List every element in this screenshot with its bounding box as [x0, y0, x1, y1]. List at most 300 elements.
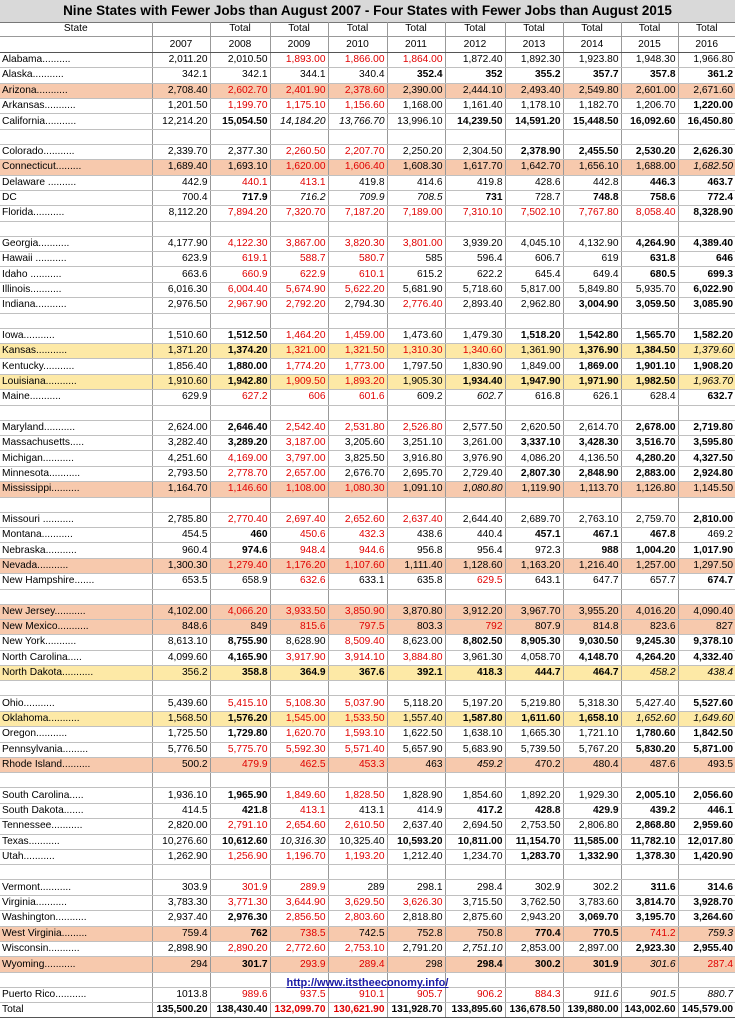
empty-cell	[328, 497, 387, 512]
table-row	[0, 911, 735, 926]
value-cell: 12,214.20	[152, 114, 210, 129]
value-cell: 884.3	[505, 987, 563, 1002]
state-name-cell: Nevada...........	[0, 558, 152, 573]
value-cell: 1,893.20	[328, 374, 387, 389]
state-name-cell: Virginia...........	[0, 895, 152, 910]
value-cell: 974.6	[210, 543, 270, 558]
value-cell: 742.5	[328, 926, 387, 941]
value-cell: 2,893.40	[445, 298, 505, 313]
value-cell: 357.7	[563, 68, 621, 83]
value-cell: 2,493.40	[505, 83, 563, 98]
empty-cell	[387, 405, 445, 420]
state-name-cell: New Jersey...........	[0, 604, 152, 619]
value-cell: 823.6	[621, 619, 678, 634]
value-cell: 3,870.80	[387, 604, 445, 619]
value-cell: 419.8	[328, 175, 387, 190]
value-cell: 294	[152, 957, 210, 972]
value-cell: 1,864.00	[387, 52, 445, 67]
state-name-cell: Idaho ...........	[0, 267, 152, 282]
value-cell: 2,883.00	[621, 466, 678, 481]
table-row	[0, 880, 735, 895]
value-cell: 1,773.00	[328, 359, 387, 374]
empty-cell	[678, 129, 735, 144]
empty-cell	[678, 865, 735, 880]
source-link[interactable]: http://www.itstheeconomy.info/	[286, 977, 449, 989]
empty-cell	[0, 313, 152, 328]
value-cell: 301.7	[210, 957, 270, 972]
value-cell: 960.4	[152, 543, 210, 558]
value-cell: 1,780.60	[621, 727, 678, 742]
value-cell: 1,168.00	[387, 98, 445, 113]
value-cell: 2,610.50	[328, 819, 387, 834]
value-cell: 3,884.80	[387, 650, 445, 665]
value-cell: 7,320.70	[270, 206, 328, 221]
value-cell: 2,806.80	[563, 819, 621, 834]
value-cell: 2,729.40	[445, 466, 505, 481]
value-cell: 905.7	[387, 987, 445, 1002]
value-cell: 1,901.10	[621, 359, 678, 374]
empty-cell	[387, 129, 445, 144]
empty-cell	[678, 313, 735, 328]
table-row	[0, 190, 735, 205]
value-cell: 619	[563, 252, 621, 267]
value-cell: 2,250.20	[387, 144, 445, 159]
value-cell: 1,842.50	[678, 727, 735, 742]
empty-cell	[678, 773, 735, 788]
value-cell: 2,671.60	[678, 83, 735, 98]
value-cell: 699.3	[678, 267, 735, 282]
empty-cell	[152, 129, 210, 144]
value-cell: 9,030.50	[563, 635, 621, 650]
value-cell: 4,102.00	[152, 604, 210, 619]
empty-cell	[152, 221, 210, 236]
spacer-row	[0, 129, 735, 144]
value-cell: 1,420.90	[678, 849, 735, 864]
state-name-cell: South Dakota.......	[0, 803, 152, 818]
value-cell: 700.4	[152, 190, 210, 205]
state-name-cell: Kansas...........	[0, 344, 152, 359]
value-cell: 803.3	[387, 619, 445, 634]
value-cell: 2,856.50	[270, 911, 328, 926]
value-cell: 301.9	[563, 957, 621, 972]
value-cell: 3,251.10	[387, 435, 445, 450]
state-name-cell: Hawaii ...........	[0, 252, 152, 267]
footer	[0, 974, 735, 992]
value-cell: 3,933.50	[270, 604, 328, 619]
table-row	[0, 512, 735, 527]
value-cell: 1,361.90	[505, 344, 563, 359]
value-cell: 439.2	[621, 803, 678, 818]
value-cell: 1,379.60	[678, 344, 735, 359]
empty-cell	[387, 865, 445, 880]
value-cell: 880.7	[678, 987, 735, 1002]
state-name-cell: Arizona...........	[0, 83, 152, 98]
empty-cell	[152, 773, 210, 788]
value-cell: 910.1	[328, 987, 387, 1002]
value-cell: 759.4	[152, 926, 210, 941]
value-cell: 13,766.70	[328, 114, 387, 129]
value-cell: 8,628.90	[270, 635, 328, 650]
value-cell: 414.5	[152, 803, 210, 818]
value-cell: 741.2	[621, 926, 678, 941]
table-row	[0, 895, 735, 910]
empty-cell	[563, 865, 621, 880]
value-cell: 3,867.00	[270, 236, 328, 251]
value-cell: 4,058.70	[505, 650, 563, 665]
value-cell: 8,755.90	[210, 635, 270, 650]
state-name-cell: Massachusetts.....	[0, 435, 152, 450]
value-cell: 2,654.60	[270, 819, 328, 834]
empty-cell	[210, 773, 270, 788]
value-cell: 3,771.30	[210, 895, 270, 910]
table-row	[0, 819, 735, 834]
value-cell: 1,473.60	[387, 328, 445, 343]
value-cell: 1,658.10	[563, 711, 621, 726]
empty-cell	[328, 405, 387, 420]
value-cell: 2,955.40	[678, 941, 735, 956]
value-cell: 2,624.00	[152, 420, 210, 435]
value-cell: 2,011.20	[152, 52, 210, 67]
value-cell: 4,177.90	[152, 236, 210, 251]
table-row	[0, 527, 735, 542]
empty-cell	[152, 497, 210, 512]
value-cell: 500.2	[152, 758, 210, 773]
value-cell: 131,928.70	[387, 1003, 445, 1018]
empty-cell	[505, 221, 563, 236]
value-cell: 7,767.80	[563, 206, 621, 221]
state-name-cell: Maryland...........	[0, 420, 152, 435]
value-cell: 3,955.20	[563, 604, 621, 619]
table-row	[0, 604, 735, 619]
value-cell: 1,872.40	[445, 52, 505, 67]
value-cell: 1,587.80	[445, 711, 505, 726]
value-cell: 1,866.00	[328, 52, 387, 67]
value-cell: 314.6	[678, 880, 735, 895]
value-cell: 1,297.50	[678, 558, 735, 573]
value-cell: 653.5	[152, 574, 210, 589]
table-row	[0, 650, 735, 665]
state-column-header-blank	[0, 37, 152, 52]
value-cell: 5,118.20	[387, 696, 445, 711]
empty-cell	[621, 313, 678, 328]
value-cell: 1,164.70	[152, 482, 210, 497]
value-cell: 287.4	[678, 957, 735, 972]
value-cell: 4,389.40	[678, 236, 735, 251]
value-cell: 3,783.30	[152, 895, 210, 910]
empty-cell	[210, 865, 270, 880]
value-cell: 1,196.70	[270, 849, 328, 864]
table-row	[0, 926, 735, 941]
value-cell: 2,531.80	[328, 420, 387, 435]
value-cell: 4,132.90	[563, 236, 621, 251]
value-cell: 1,797.50	[387, 359, 445, 374]
value-cell: 5,037.90	[328, 696, 387, 711]
value-cell: 2,657.00	[270, 466, 328, 481]
value-cell: 3,916.80	[387, 451, 445, 466]
value-cell: 1,576.20	[210, 711, 270, 726]
value-cell: 5,871.00	[678, 742, 735, 757]
year-header: 2016	[678, 37, 735, 52]
value-cell: 3,195.70	[621, 911, 678, 926]
value-cell: 302.9	[505, 880, 563, 895]
value-cell: 3,976.90	[445, 451, 505, 466]
value-cell: 5,622.20	[328, 282, 387, 297]
value-cell: 1,965.90	[210, 788, 270, 803]
value-cell: 301.9	[210, 880, 270, 895]
state-name-cell: Wisconsin...........	[0, 941, 152, 956]
value-cell: 4,122.30	[210, 236, 270, 251]
value-cell: 792	[445, 619, 505, 634]
value-cell: 1,533.50	[328, 711, 387, 726]
table-row	[0, 803, 735, 818]
value-cell: 660.9	[210, 267, 270, 282]
value-cell: 14,184.20	[270, 114, 328, 129]
value-cell: 421.8	[210, 803, 270, 818]
state-name-cell: Mississippi..........	[0, 482, 152, 497]
value-cell: 5,683.90	[445, 742, 505, 757]
state-name-cell: Pennsylvania.........	[0, 742, 152, 757]
empty-cell	[210, 681, 270, 696]
value-cell: 3,850.90	[328, 604, 387, 619]
value-cell: 3,516.70	[621, 435, 678, 450]
value-cell: 3,914.10	[328, 650, 387, 665]
value-cell: 3,939.20	[445, 236, 505, 251]
value-cell: 1,156.60	[328, 98, 387, 113]
value-cell: 759.3	[678, 926, 735, 941]
state-name-cell: California...........	[0, 114, 152, 129]
empty-cell	[445, 865, 505, 880]
total-row	[0, 1003, 735, 1018]
table-row	[0, 206, 735, 221]
empty-cell	[505, 313, 563, 328]
jobs-table	[0, 22, 735, 1018]
value-cell: 674.7	[678, 574, 735, 589]
value-cell: 2,807.30	[505, 466, 563, 481]
empty-cell	[563, 313, 621, 328]
value-cell: 1,378.30	[621, 849, 678, 864]
table-row	[0, 68, 735, 83]
state-name-cell: North Carolina.....	[0, 650, 152, 665]
value-cell: 628.4	[621, 390, 678, 405]
value-cell: 2,959.60	[678, 819, 735, 834]
value-cell: 1,688.00	[621, 160, 678, 175]
value-cell: 2,626.30	[678, 144, 735, 159]
state-name-cell: Michigan...........	[0, 451, 152, 466]
value-cell: 1,908.20	[678, 359, 735, 374]
value-cell: 15,054.50	[210, 114, 270, 129]
state-name-cell: Arkansas...........	[0, 98, 152, 113]
value-cell: 3,264.60	[678, 911, 735, 926]
value-cell: 1013.8	[152, 987, 210, 1002]
empty-cell	[270, 405, 328, 420]
value-cell: 1,376.90	[563, 344, 621, 359]
value-cell: 1,176.20	[270, 558, 328, 573]
value-cell: 2,708.40	[152, 83, 210, 98]
value-cell: 2,962.80	[505, 298, 563, 313]
value-cell: 3,428.30	[563, 435, 621, 450]
state-name-cell: DC	[0, 190, 152, 205]
value-cell: 646	[678, 252, 735, 267]
value-cell: 2,644.40	[445, 512, 505, 527]
value-cell: 633.1	[328, 574, 387, 589]
value-cell: 1,545.00	[270, 711, 328, 726]
value-cell: 3,967.70	[505, 604, 563, 619]
value-cell: 132,099.70	[270, 1003, 328, 1018]
value-cell: 1,518.20	[505, 328, 563, 343]
value-cell: 2,602.70	[210, 83, 270, 98]
year-header: 2008	[210, 37, 270, 52]
value-cell: 1,175.10	[270, 98, 328, 113]
value-cell: 298.4	[445, 957, 505, 972]
value-cell: 4,099.60	[152, 650, 210, 665]
state-name-cell: Utah...........	[0, 849, 152, 864]
empty-cell	[621, 221, 678, 236]
value-cell: 479.9	[210, 758, 270, 773]
spacer-row	[0, 313, 735, 328]
value-cell: 5,657.90	[387, 742, 445, 757]
value-cell: 16,450.80	[678, 114, 735, 129]
spacer-row	[0, 405, 735, 420]
empty-cell	[328, 681, 387, 696]
empty-cell	[445, 497, 505, 512]
empty-cell	[210, 497, 270, 512]
value-cell: 428.6	[505, 175, 563, 190]
value-cell: 2,637.40	[387, 819, 445, 834]
value-cell: 357.8	[621, 68, 678, 83]
value-cell: 2,753.10	[328, 941, 387, 956]
value-cell: 413.1	[270, 175, 328, 190]
value-cell: 4,251.60	[152, 451, 210, 466]
value-cell: 413.1	[328, 803, 387, 818]
value-cell: 772.4	[678, 190, 735, 205]
header-row-2	[0, 37, 735, 52]
value-cell: 9,378.10	[678, 635, 735, 650]
value-cell: 4,148.70	[563, 650, 621, 665]
spacer-row	[0, 589, 735, 604]
value-cell: 2,853.00	[505, 941, 563, 956]
value-cell: 440.4	[445, 527, 505, 542]
value-cell: 5,415.10	[210, 696, 270, 711]
empty-cell	[387, 589, 445, 604]
state-name-cell: Minnesota...........	[0, 466, 152, 481]
value-cell: 11,154.70	[505, 834, 563, 849]
value-cell: 663.6	[152, 267, 210, 282]
value-cell: 2,339.70	[152, 144, 210, 159]
value-cell: 1,923.80	[563, 52, 621, 67]
state-name-cell: Vermont...........	[0, 880, 152, 895]
value-cell: 4,136.50	[563, 451, 621, 466]
value-cell: 1,107.60	[328, 558, 387, 573]
empty-cell	[621, 405, 678, 420]
value-cell: 988	[563, 543, 621, 558]
value-cell: 585	[387, 252, 445, 267]
empty-cell	[678, 405, 735, 420]
value-cell: 3,085.90	[678, 298, 735, 313]
value-cell: 1,880.00	[210, 359, 270, 374]
empty-cell	[270, 313, 328, 328]
value-cell: 2,697.40	[270, 512, 328, 527]
value-cell: 5,592.30	[270, 742, 328, 757]
value-cell: 2,772.60	[270, 941, 328, 956]
value-cell: 1,620.00	[270, 160, 328, 175]
value-cell: 2,401.90	[270, 83, 328, 98]
empty-cell	[678, 497, 735, 512]
value-cell: 453.3	[328, 758, 387, 773]
state-name-cell: Iowa...........	[0, 328, 152, 343]
value-cell: 356.2	[152, 666, 210, 681]
value-cell: 1,856.40	[152, 359, 210, 374]
value-cell: 5,318.30	[563, 696, 621, 711]
value-cell: 1,665.30	[505, 727, 563, 742]
state-name-cell: Total	[0, 1003, 152, 1018]
value-cell: 480.4	[563, 758, 621, 773]
value-cell: 2,967.90	[210, 298, 270, 313]
value-cell: 2,803.60	[328, 911, 387, 926]
value-cell: 770.5	[563, 926, 621, 941]
value-cell: 300.2	[505, 957, 563, 972]
value-cell: 1,234.70	[445, 849, 505, 864]
value-cell: 428.8	[505, 803, 563, 818]
empty-cell	[328, 221, 387, 236]
value-cell: 1,620.70	[270, 727, 328, 742]
value-cell: 1,080.80	[445, 482, 505, 497]
table-row	[0, 374, 735, 389]
value-cell: 8,623.00	[387, 635, 445, 650]
value-cell: 1,909.50	[270, 374, 328, 389]
value-cell: 3,595.80	[678, 435, 735, 450]
value-cell: 2,005.10	[621, 788, 678, 803]
year-header: 2007	[152, 37, 210, 52]
value-cell: 5,427.40	[621, 696, 678, 711]
value-cell: 3,626.30	[387, 895, 445, 910]
value-cell: 3,629.50	[328, 895, 387, 910]
value-cell: 1,948.30	[621, 52, 678, 67]
column-header-top: Total	[505, 22, 563, 37]
value-cell: 2,652.60	[328, 512, 387, 527]
empty-cell	[328, 865, 387, 880]
table-body	[0, 22, 735, 1018]
value-cell: 602.7	[445, 390, 505, 405]
value-cell: 450.6	[270, 527, 328, 542]
value-cell: 2,810.00	[678, 512, 735, 527]
value-cell: 138,430.40	[210, 1003, 270, 1018]
empty-cell	[445, 129, 505, 144]
value-cell: 709.9	[328, 190, 387, 205]
value-cell: 3,644.90	[270, 895, 328, 910]
table-row	[0, 957, 735, 972]
value-cell: 1,111.40	[387, 558, 445, 573]
empty-cell	[270, 497, 328, 512]
empty-cell	[210, 405, 270, 420]
table-row	[0, 252, 735, 267]
value-cell: 429.9	[563, 803, 621, 818]
value-cell: 1,256.90	[210, 849, 270, 864]
value-cell: 464.7	[563, 666, 621, 681]
table-row	[0, 574, 735, 589]
value-cell: 2,304.50	[445, 144, 505, 159]
empty-cell	[621, 773, 678, 788]
value-cell: 460	[210, 527, 270, 542]
value-cell: 1,649.60	[678, 711, 735, 726]
value-cell: 5,197.20	[445, 696, 505, 711]
table-row	[0, 114, 735, 129]
value-cell: 7,187.20	[328, 206, 387, 221]
value-cell: 6,022.90	[678, 282, 735, 297]
column-header-top: Total	[678, 22, 735, 37]
value-cell: 9,245.30	[621, 635, 678, 650]
value-cell: 1,652.60	[621, 711, 678, 726]
value-cell: 8,112.20	[152, 206, 210, 221]
